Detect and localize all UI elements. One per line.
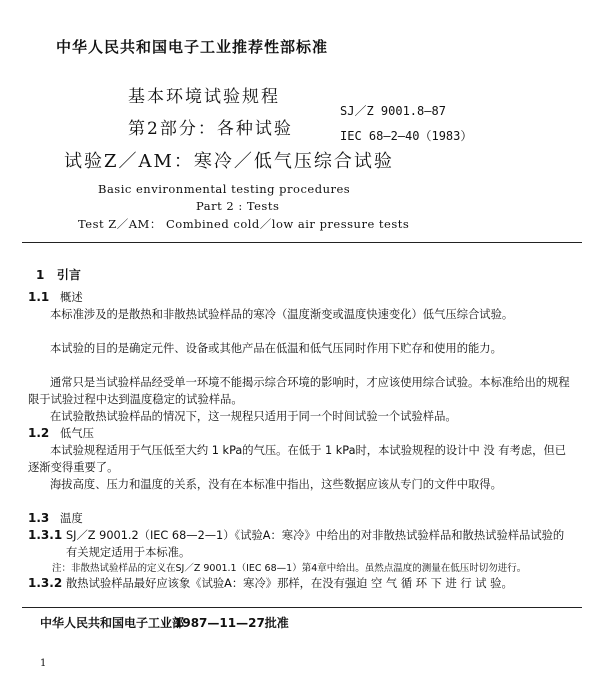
paragraph: 本试验的目的是确定元件、设备或其他产品在低温和低气压同时作用下贮存和使用的能力。 — [50, 342, 502, 355]
section-1-1-heading — [28, 289, 83, 306]
section-number: 1.3 — [28, 511, 50, 525]
standard-number: SJ／Z 9001.8—87 — [340, 104, 446, 118]
section-number: 1.2 — [28, 426, 50, 440]
section-1-2-heading — [28, 425, 94, 442]
paragraph: SJ／Z 9001.2（IEC 68—2—1）《试验A：寒冷》中给出的对非散热试验样品和散热试验样品试验的有关规定适用于本标准。 — [66, 529, 565, 559]
paragraph: 本标准涉及的是散热和非散热试验样品的寒冷（温度渐变或温度快速变化）低气压综合试验。 — [50, 308, 514, 321]
section-title: 温度 — [60, 512, 83, 525]
page-number: 1 — [40, 658, 47, 669]
section-title: 引言 — [56, 268, 81, 282]
paragraph: 海拔高度、压力和温度的关系，没有在本标准中指出，这些数据应该从专门的文件中取得。 — [50, 478, 502, 491]
section-number: 1 — [36, 268, 45, 282]
subsection-number: 1.3.2 — [28, 576, 63, 590]
bottom-divider — [22, 607, 582, 608]
note: 注：非散热试验样品的定义在SJ／Z 9001.1（IEC 68—1）第4章中给出。虽然点温度的测量在低压时切勿进行。 — [52, 563, 527, 574]
english-title-line-2: Part 2 : Tests — [196, 199, 280, 213]
english-title-line-3: Test Z／AM： Combined cold／low air pressure tests — [78, 217, 410, 231]
top-divider — [22, 242, 582, 243]
issuer-header: 中华人民共和国电子工业推荐性部标准 — [56, 38, 329, 56]
paragraph: 本试验规程适用于气压低至大约 1 kPa的气压。在低于 1 kPa时，本试验规程的设计中 没 有考虑，但已逐渐变得重要了。 — [28, 444, 567, 474]
subsection-number: 1.3.1 — [28, 528, 63, 542]
ministry-name: 中华人民共和国电子工业部 — [40, 616, 185, 630]
iec-reference: IEC 68—2—40（1983） — [340, 129, 473, 143]
section-1-heading — [36, 266, 81, 283]
section-title: 概述 — [60, 291, 83, 304]
approval-date: 1987—11—27批准 — [174, 616, 289, 630]
paragraph: 通常只是当试验样品经受单一环境不能揭示综合环境的影响时，才应该使用综合试验。本标准给出的规程限于试验过程中达到温度稳定的试验样品。 — [28, 376, 570, 406]
paragraph: 在试验散热试验样品的情况下，这一规程只适用于同一个时间试验一个试验样品。 — [50, 410, 457, 423]
section-title: 低气压 — [60, 427, 94, 440]
title-line-2: 第2部分：各种试验 — [128, 119, 293, 139]
section-number: 1.1 — [28, 290, 50, 304]
english-title-line-1: Basic environmental testing procedures — [98, 182, 351, 196]
title-line-3: 试验Z／AM：寒冷／低气压综合试验 — [64, 151, 394, 172]
section-1-3-heading — [28, 510, 83, 527]
title-line-1: 基本环境试验规程 — [128, 87, 280, 107]
paragraph: 散热试验样品最好应该象《试验A：寒冷》那样，在没有强迫 空 气 循 环 下 进 行 试 验。 — [66, 577, 513, 590]
